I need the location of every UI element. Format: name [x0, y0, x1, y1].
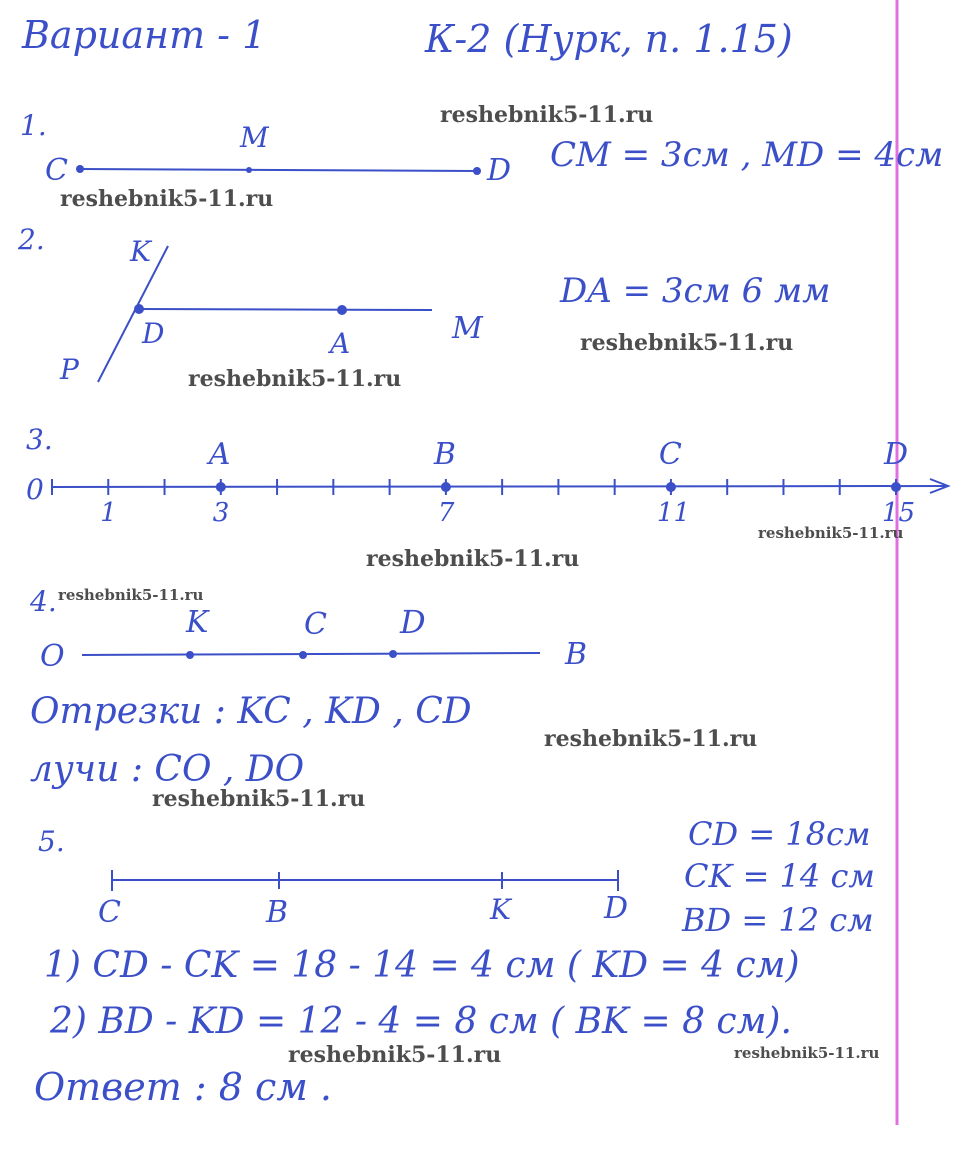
task2-label-d: D [142, 317, 165, 350]
task5-number: 5. [38, 825, 65, 858]
watermark-1: reshebnik5-11.ru [440, 102, 654, 128]
number-line-point-a [216, 482, 226, 492]
watermark-4: reshebnik5-11.ru [188, 366, 402, 392]
point-d [473, 167, 481, 175]
task4-label-c: C [304, 607, 327, 642]
task5-answer: Ответ : 8 см . [34, 1065, 332, 1109]
task4-label-k: K [186, 605, 209, 640]
work-title: К-2 (Нурк, п. 1.15) [425, 17, 793, 61]
watermark-10: reshebnik5-11.ru [288, 1042, 502, 1068]
point-a2 [337, 305, 347, 315]
watermark-7: reshebnik5-11.ru [58, 586, 204, 604]
number-line-tick-label: 11 [656, 498, 691, 528]
watermark-5: reshebnik5-11.ru [758, 524, 904, 542]
task2-label-k: K [130, 235, 151, 268]
watermark-3: reshebnik5-11.ru [580, 330, 794, 356]
task5-label-k: K [490, 893, 511, 926]
task2-label-a: A [330, 327, 351, 360]
task1-result: CM = 3см , MD = 4см [550, 135, 944, 175]
task5-label-d: D [604, 891, 629, 926]
point-d4 [389, 650, 397, 658]
task5-label-c: C [98, 895, 121, 930]
task1-label-c: C [45, 153, 68, 188]
number-line-point-b [441, 482, 451, 492]
number-line-point-c [666, 482, 676, 492]
task2-result: DA = 3см 6 мм [560, 271, 831, 311]
task2-label-p: P [60, 353, 79, 386]
task4-label-b: B [565, 637, 588, 672]
ray-dm [139, 309, 432, 310]
task1-label-d: D [487, 153, 512, 188]
watermark-8: reshebnik5-11.ru [544, 726, 758, 752]
task3-origin: 0 [26, 473, 44, 506]
task5-given-2: CK = 14 см [684, 857, 875, 895]
number-line-tick-label: 15 [882, 498, 916, 528]
task5-step-2: 2) BD - KD = 12 - 4 = 8 см ( BK = 8 см). [50, 1001, 792, 1042]
task5-step-1: 1) CD - CK = 18 - 14 = 4 см ( KD = 4 см) [44, 945, 800, 986]
number-line-tick-label: 7 [437, 498, 455, 528]
number-line-tick-label: 3 [212, 498, 230, 528]
task4-label-o: O [40, 639, 65, 674]
point-c [76, 165, 84, 173]
variant-title: Вариант - 1 [22, 13, 267, 57]
task1-label-m: M [240, 121, 269, 154]
number-line-point-label-d: D [884, 437, 909, 472]
point-k4 [186, 651, 194, 659]
segment-cd [80, 169, 477, 171]
task2-label-m: M [452, 311, 483, 346]
number-line-tick-label: 1 [100, 498, 117, 528]
number-line-point-d [891, 482, 901, 492]
task4-segments: Отрезки : KC , KD , CD [30, 691, 472, 732]
point-m [246, 167, 252, 173]
ray-ob [82, 653, 540, 655]
task2-number: 2. [18, 223, 45, 256]
watermark-6: reshebnik5-11.ru [366, 546, 580, 572]
task3-number: 3. [26, 423, 53, 456]
task4-number: 4. [30, 585, 57, 618]
task5-given-1: CD = 18см [688, 815, 871, 853]
point-c4 [299, 651, 307, 659]
point-d2 [134, 304, 144, 314]
task5-label-b: B [266, 895, 289, 930]
watermark-2: reshebnik5-11.ru [60, 186, 274, 212]
number-line-point-label-a: A [208, 437, 231, 472]
task4-label-d: D [400, 603, 426, 641]
number-line [52, 486, 945, 487]
task4-rays: лучи : CO , DO [30, 749, 305, 790]
watermark-11: reshebnik5-11.ru [734, 1044, 880, 1062]
task1-number: 1. [20, 109, 47, 142]
number-line-point-label-b: B [433, 437, 456, 472]
number-line-point-label-c: C [658, 437, 682, 472]
watermark-9: reshebnik5-11.ru [152, 786, 366, 812]
task5-given-3: BD = 12 см [682, 901, 874, 939]
